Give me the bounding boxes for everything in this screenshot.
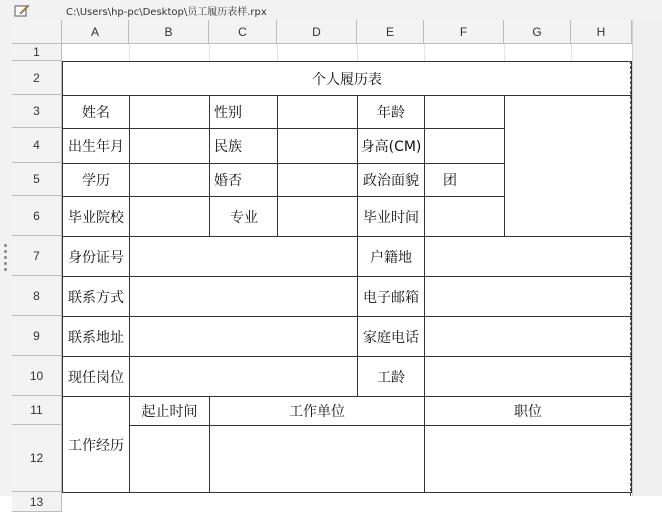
label-birth: 出生年月 bbox=[68, 139, 124, 155]
label-major: 专业 bbox=[230, 209, 258, 226]
form-title: 个人履历表 bbox=[312, 71, 382, 88]
row-header-4[interactable]: 4 bbox=[12, 128, 62, 163]
row-header-2[interactable]: 2 bbox=[12, 61, 62, 95]
label-height-cell[interactable] bbox=[357, 128, 425, 164]
label-political: 政治面貌 bbox=[363, 173, 419, 189]
label-school: 毕业院校 bbox=[68, 209, 124, 226]
header-job-title: 职位 bbox=[514, 404, 542, 420]
header-period: 起止时间 bbox=[141, 404, 198, 420]
label-education: 学历 bbox=[82, 173, 110, 189]
value-birth-cell[interactable] bbox=[129, 128, 210, 164]
column-header-f[interactable]: F bbox=[424, 20, 504, 44]
label-marital: 婚否 bbox=[214, 173, 242, 189]
label-major-cell[interactable] bbox=[209, 196, 278, 237]
label-school-cell[interactable] bbox=[62, 196, 130, 237]
label-contact: 联系方式 bbox=[68, 289, 124, 306]
value-hukou-cell[interactable] bbox=[424, 236, 632, 277]
right-side-panel bbox=[632, 20, 662, 496]
row-header-1[interactable]: 1 bbox=[12, 44, 62, 61]
label-address-cell[interactable] bbox=[62, 316, 130, 357]
value-contact-cell[interactable] bbox=[129, 276, 358, 317]
title-bar bbox=[0, 0, 662, 20]
value-employer-cell[interactable] bbox=[209, 425, 425, 493]
row-header-9[interactable]: 9 bbox=[12, 316, 62, 356]
value-id-number-cell[interactable] bbox=[129, 236, 358, 277]
column-header-h[interactable]: H bbox=[571, 20, 632, 44]
value-ethnicity-cell[interactable] bbox=[277, 128, 358, 164]
row-header-8[interactable]: 8 bbox=[12, 276, 62, 316]
row-header-11[interactable]: 11 bbox=[12, 396, 62, 425]
label-education-cell[interactable] bbox=[62, 163, 130, 197]
label-age-cell[interactable] bbox=[357, 95, 425, 129]
spreadsheet-grid[interactable] bbox=[12, 20, 632, 509]
label-grad-time-cell[interactable] bbox=[357, 196, 425, 237]
column-header-a[interactable]: A bbox=[62, 20, 129, 44]
label-marital-cell[interactable] bbox=[209, 163, 278, 197]
value-school-cell[interactable] bbox=[129, 196, 210, 237]
label-address: 联系地址 bbox=[68, 329, 124, 346]
value-name-cell[interactable] bbox=[129, 95, 210, 129]
photo-cell[interactable] bbox=[504, 95, 632, 237]
column-header-b[interactable]: B bbox=[129, 20, 209, 44]
value-period-cell[interactable] bbox=[129, 425, 210, 493]
header-job-title-cell[interactable] bbox=[424, 396, 632, 426]
label-gender-cell[interactable] bbox=[209, 95, 278, 129]
label-work-history-cell[interactable] bbox=[62, 396, 130, 493]
label-home-phone: 家庭电话 bbox=[363, 329, 419, 346]
label-grad-time: 毕业时间 bbox=[363, 209, 419, 226]
header-period-cell[interactable] bbox=[129, 396, 210, 426]
form-title-cell[interactable] bbox=[62, 61, 632, 96]
value-political-cell[interactable] bbox=[424, 163, 505, 197]
column-header-e[interactable]: E bbox=[357, 20, 424, 44]
column-header-d[interactable]: D bbox=[277, 20, 357, 44]
label-position: 现任岗位 bbox=[68, 369, 124, 386]
row-header-6[interactable]: 6 bbox=[12, 196, 62, 236]
value-position-cell[interactable] bbox=[129, 356, 358, 397]
label-work-history: 工作经历 bbox=[68, 437, 124, 454]
left-panel-edge bbox=[0, 0, 12, 496]
value-grad-time-cell[interactable] bbox=[424, 196, 505, 237]
edit-document-icon[interactable] bbox=[14, 3, 30, 17]
print-area-boundary bbox=[630, 61, 631, 496]
value-address-cell[interactable] bbox=[129, 316, 358, 357]
label-gender: 性别 bbox=[214, 105, 242, 121]
row-header-3[interactable]: 3 bbox=[12, 95, 62, 128]
label-hukou: 户籍地 bbox=[370, 249, 412, 266]
value-major-cell[interactable] bbox=[277, 196, 358, 237]
value-marital-cell[interactable] bbox=[277, 163, 358, 197]
column-header-c[interactable]: C bbox=[209, 20, 277, 44]
row-header-7[interactable]: 7 bbox=[12, 236, 62, 276]
label-email: 电子邮箱 bbox=[363, 289, 419, 306]
label-seniority-cell[interactable] bbox=[357, 356, 425, 397]
row-header-10[interactable]: 10 bbox=[12, 356, 62, 396]
value-education-cell[interactable] bbox=[129, 163, 210, 197]
file-path: C:\Users\hp-pc\Desktop\员工履历表样.rpx bbox=[66, 7, 267, 18]
label-hukou-cell[interactable] bbox=[357, 236, 425, 277]
label-political-cell[interactable] bbox=[357, 163, 425, 197]
header-employer-cell[interactable] bbox=[209, 396, 425, 426]
label-id-number: 身份证号 bbox=[68, 249, 124, 266]
row-header-12[interactable]: 12 bbox=[12, 425, 62, 492]
label-height: 身高(CM) bbox=[360, 139, 422, 155]
label-id-number-cell[interactable] bbox=[62, 236, 130, 277]
label-home-phone-cell[interactable] bbox=[357, 316, 425, 357]
label-age: 年龄 bbox=[377, 105, 405, 121]
label-contact-cell[interactable] bbox=[62, 276, 130, 317]
value-seniority-cell[interactable] bbox=[424, 356, 632, 397]
header-employer: 工作单位 bbox=[289, 404, 345, 420]
value-age-cell[interactable] bbox=[424, 95, 505, 129]
label-position-cell[interactable] bbox=[62, 356, 130, 397]
row-header-5[interactable]: 5 bbox=[12, 163, 62, 196]
label-ethnicity-cell[interactable] bbox=[209, 128, 278, 164]
column-header-g[interactable]: G bbox=[504, 20, 571, 44]
label-name-cell[interactable] bbox=[62, 95, 130, 129]
value-gender-cell[interactable] bbox=[277, 95, 358, 129]
label-name: 姓名 bbox=[82, 105, 110, 121]
value-political: 团 bbox=[443, 173, 457, 189]
label-seniority: 工龄 bbox=[377, 369, 405, 386]
label-email-cell[interactable] bbox=[357, 276, 425, 317]
value-job-title-cell[interactable] bbox=[424, 425, 632, 493]
value-height-cell[interactable] bbox=[424, 128, 505, 164]
value-email-cell[interactable] bbox=[424, 276, 632, 317]
label-birth-cell[interactable] bbox=[62, 128, 130, 164]
row-header-13[interactable]: 13 bbox=[12, 492, 62, 512]
label-ethnicity: 民族 bbox=[214, 139, 242, 155]
value-home-phone-cell[interactable] bbox=[424, 316, 632, 357]
select-all-corner[interactable] bbox=[12, 20, 62, 44]
